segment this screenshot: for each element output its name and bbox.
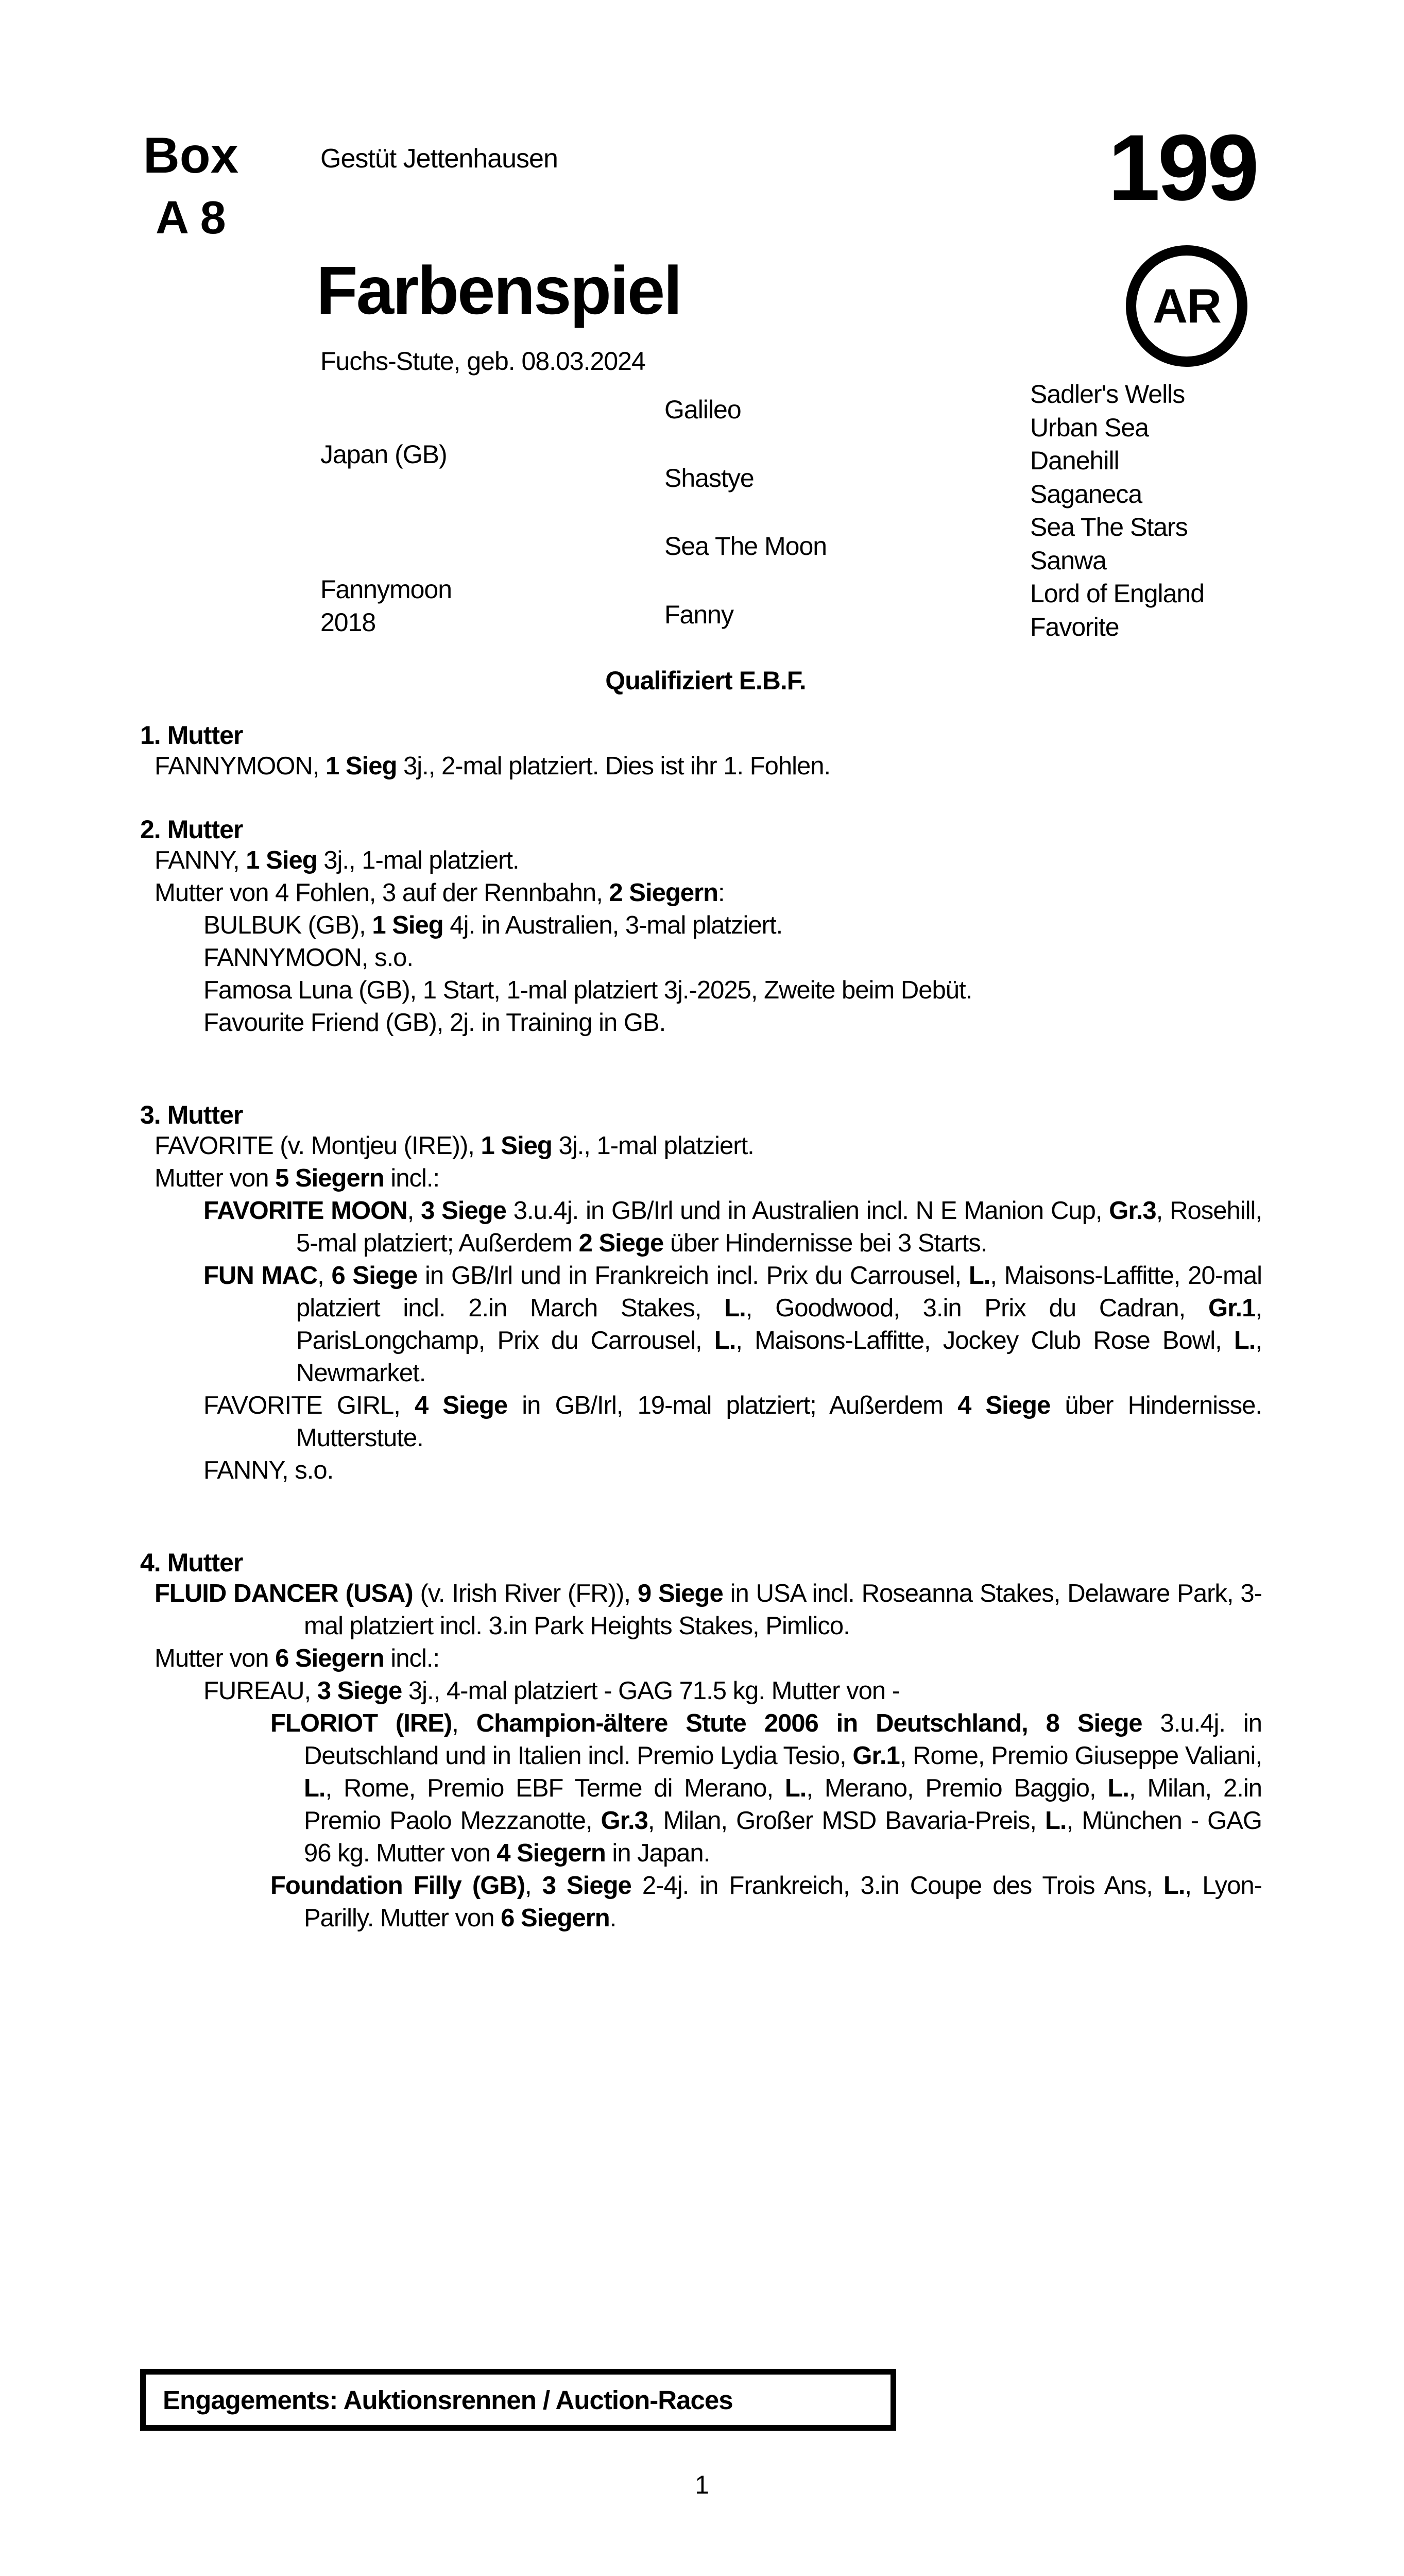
mutter-section xyxy=(0,720,1404,783)
mutter-section xyxy=(0,815,1404,1039)
pedigree-paragraph: FANNYMOON, 1 Sieg 3j., 2-mal platziert. Dies ist ihr 1. Fohlen. xyxy=(155,752,831,780)
engagements-box xyxy=(140,2369,896,2431)
box-label: Box xyxy=(143,127,239,183)
pedigree-ancestor: Fanny xyxy=(664,600,733,630)
pedigree-ancestor: Saganeca xyxy=(1030,479,1142,509)
mutter-section xyxy=(0,1100,1404,1487)
pedigree-ancestor: Sea The Stars xyxy=(1030,513,1188,541)
pedigree-paragraph: Favourite Friend (GB), 2j. in Training in GB. xyxy=(203,1009,666,1037)
ar-badge-icon xyxy=(1126,245,1247,367)
pedigree-ancestor: Sea The Moon xyxy=(664,532,827,561)
pedigree-paragraph: FUN MAC, 6 Siege in GB/Irl und in Frankreich incl. Prix du Carrousel, L., Maisons-Laffitte, 20-mal platziert incl. 2.in March Stakes, L., Goodwood, 3.in Prix du Cadran, Gr.1, ParisLongchamp, Prix du Carrousel, L., Maisons-Laffitte, Jockey Club Rose Bowl, L., Newmarket. xyxy=(203,1262,1262,1387)
pedigree-paragraph: FAVORITE (v. Montjeu (IRE)), 1 Sieg 3j., 1-mal platziert. xyxy=(155,1132,754,1160)
section-body xyxy=(0,750,1404,783)
pedigree-ancestor: Urban Sea xyxy=(1030,413,1149,442)
ebf-qualifier: Qualifiziert E.B.F. xyxy=(605,666,806,695)
pedigree-ancestor: Danehill xyxy=(1030,446,1119,475)
pedigree-paragraph: Foundation Filly (GB), 3 Siege 2-4j. in Frankreich, 3.in Coupe des Trois Ans, L., Lyon-Parilly. Mutter von 6 Siegern. xyxy=(270,1872,1262,1932)
pedigree-paragraph: FANNY, 1 Sieg 3j., 1-mal platziert. xyxy=(155,846,519,874)
pedigree-paragraph: BULBUK (GB), 1 Sieg 4j. in Australien, 3-mal platziert. xyxy=(203,911,783,939)
pedigree-paragraph: FUREAU, 3 Siege 3j., 4-mal platziert - GAG 71.5 kg. Mutter von - xyxy=(203,1677,900,1705)
pedigree-ancestor: Sadler's Wells xyxy=(1030,380,1185,409)
section-body xyxy=(0,1578,1404,1935)
pedigree-paragraph: FLORIOT (IRE), Champion-ältere Stute 2006 in Deutschland, 8 Siege 3.u.4j. in Deutschland und in Italien incl. Premio Lydia Tesio, Gr.1, Rome, Premio Giuseppe Valiani, L., Rome, Premio EBF Terme di Merano, L., Merano, Premio Baggio, L., Milan, 2.in Premio Paolo Mezzanotte, Gr.3, Milan, Großer MSD Bavaria-Preis, L., München - GAG 96 kg. Mutter von 4 Siegern in Japan. xyxy=(270,1709,1262,1867)
pedigree-generation-2 xyxy=(664,393,827,667)
section-body xyxy=(0,844,1404,1039)
pedigree-ancestor: Favorite xyxy=(1030,612,1119,641)
lot-number: 199 xyxy=(1108,115,1257,220)
horse-name-title: Farbenspiel xyxy=(316,252,681,328)
section-body xyxy=(0,1130,1404,1487)
pedigree-dam xyxy=(320,573,452,639)
pedigree-generation-3 xyxy=(1030,378,1204,643)
pedigree-dam-year: 2018 xyxy=(320,608,376,637)
pedigree-paragraph: FANNY, s.o. xyxy=(203,1456,334,1484)
mutter-section xyxy=(0,1548,1404,1935)
pedigree-paragraph: Famosa Luna (GB), 1 Start, 1-mal platziert 3j.-2025, Zweite beim Debüt. xyxy=(203,976,972,1004)
engagements-label: Engagements: Auktionsrennen / Auction-Races xyxy=(163,2385,733,2415)
horse-details: Fuchs-Stute, geb. 08.03.2024 xyxy=(320,347,645,376)
pedigree-paragraph: Mutter von 4 Fohlen, 3 auf der Rennbahn, 2 Siegern: xyxy=(155,879,725,907)
pedigree-ancestor: Lord of England xyxy=(1030,579,1205,608)
pedigree-paragraph: Mutter von 6 Siegern incl.: xyxy=(155,1645,440,1672)
pedigree-details xyxy=(0,720,1404,1935)
pedigree-sire: Japan (GB) xyxy=(320,440,447,469)
pedigree-paragraph: FANNYMOON, s.o. xyxy=(203,944,414,972)
pedigree-paragraph: FLUID DANCER (USA) (v. Irish River (FR)), 9 Siege in USA incl. Roseanna Stakes, Delaware Park, 3-mal platziert incl. 3.in Park Heights Stakes, Pimlico. xyxy=(155,1580,1262,1640)
pedigree-paragraph: FAVORITE MOON, 3 Siege 3.u.4j. in GB/Irl und in Australien incl. N E Manion Cup, Gr.3, Rosehill, 5-mal platziert; Außerdem 2 Siege über Hindernisse bei 3 Starts. xyxy=(203,1197,1262,1257)
section-heading: 3. Mutter xyxy=(140,1100,243,1129)
pedigree-paragraph: FAVORITE GIRL, 4 Siege in GB/Irl, 19-mal platziert; Außerdem 4 Siege über Hindernisse. Mutterstute. xyxy=(203,1392,1262,1452)
pedigree-ancestor: Galileo xyxy=(664,395,741,424)
pedigree-dam-name: Fannymoon xyxy=(320,575,452,604)
ar-badge-text: AR xyxy=(1153,279,1221,333)
pedigree-paragraph: Mutter von 5 Siegern incl.: xyxy=(155,1164,440,1192)
pedigree-ancestor: Shastye xyxy=(664,463,754,493)
page-number: 1 xyxy=(695,2470,709,2499)
box-stall-number: A 8 xyxy=(156,192,226,244)
pedigree-ancestor: Sanwa xyxy=(1030,546,1106,575)
section-heading: 1. Mutter xyxy=(140,721,243,750)
section-heading: 4. Mutter xyxy=(140,1548,243,1577)
consignor-name: Gestüt Jettenhausen xyxy=(320,144,558,174)
section-heading: 2. Mutter xyxy=(140,815,243,844)
